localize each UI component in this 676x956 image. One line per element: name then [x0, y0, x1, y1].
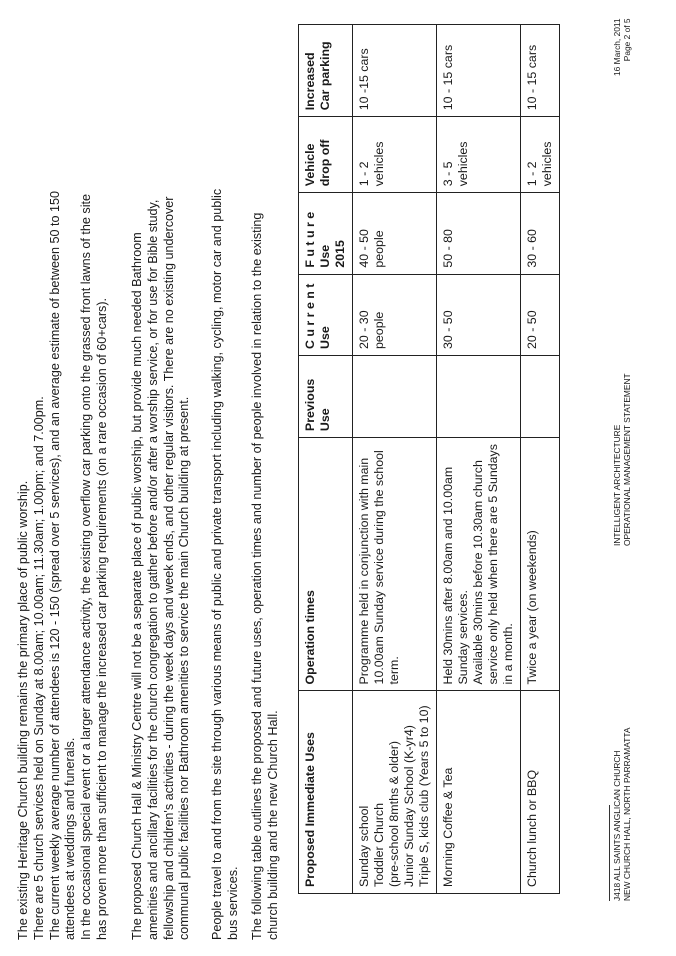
header-line: F u t u r e [303, 211, 317, 268]
header-vehicle-drop-off [299, 117, 353, 193]
paragraph-church-hall [130, 30, 193, 940]
cell-previous [521, 355, 560, 437]
footer-line: J418 ALL SAINTS ANGLICAN CHURCH [612, 750, 622, 901]
cell-dropoff [353, 117, 437, 193]
text-line: The existing Heritage Church building remains the primary place of public worship. [16, 480, 30, 940]
cell-line: in a month. [501, 623, 515, 685]
cell-line: (pre-school 8mths & older) [387, 741, 401, 887]
cell-use [437, 691, 521, 894]
cell-line: 30 - 50 [441, 310, 455, 349]
text-line: amenities and ancillary facilities for the church congregation to gather before and/or after a worship service, or for use for Bible study, [145, 199, 160, 940]
cell-future [437, 193, 521, 274]
text-line: church building and the new Church Hall. [265, 710, 280, 940]
text-line: The current weekly average number of attendees is 120 - 150 (spread over 5 services), and an average estimate of between 50 to 150 [47, 190, 62, 940]
footer-line: 16 March, 2011 [612, 18, 622, 76]
paragraph-worship [16, 30, 111, 940]
header-car-parking [299, 25, 353, 117]
text-line: The proposed Church Hall & Ministry Centre will not be a separate place of public worship, but provide much needed Bathroom [130, 232, 144, 940]
cell-line: Triple S, kids club (Years 5 to 10) [417, 705, 431, 887]
uses-table [298, 24, 560, 894]
text-line: attendees at weddings and funerals. [63, 737, 78, 940]
header-previous-use [299, 355, 353, 437]
table-row [353, 25, 437, 894]
cell-line: 10 - 15 cars [525, 44, 539, 111]
cell-times [521, 438, 560, 691]
cell-times [353, 438, 437, 691]
cell-line: Held 30mins after 8.00am and 10.00am [441, 466, 455, 685]
cell-line: 1 - 2 [357, 161, 371, 187]
text-line: In the occasional special event or a larger attendance activity, the existing overflow car parking onto the grassed front lawns of the site [79, 193, 94, 940]
cell-current [437, 274, 521, 355]
cell-line: Sunday school [357, 805, 371, 887]
table-row [521, 25, 560, 894]
header-line: Use [318, 244, 332, 268]
cell-line: Available 30mins before 10.30am church [471, 460, 485, 685]
cell-current [521, 274, 560, 355]
header-line: drop off [318, 139, 332, 187]
header-operation-times: Operation times [299, 438, 353, 691]
cell-line: 20 - 50 [525, 310, 539, 349]
cell-line: 40 - 50 [357, 229, 371, 268]
footer-line: Page 2 of 5 [622, 18, 632, 62]
table-header-row [299, 25, 353, 894]
cell-line: 1 - 2 [525, 161, 539, 187]
cell-previous [437, 355, 521, 437]
cell-dropoff [521, 117, 560, 193]
cell-line: 10 - 15 cars [441, 44, 455, 111]
cell-times [437, 438, 521, 691]
cell-use [353, 691, 437, 894]
text-line: There are 5 church services held on Sunday at 8.00am; 10.00am; 11.30am; 1.00pm; and 7.00pm. [31, 396, 46, 940]
cell-line: people [372, 311, 386, 349]
cell-current [353, 274, 437, 355]
footer-line: OPERATIONAL MANAGEMENT STATEMENT [622, 373, 632, 546]
header-current-use [299, 274, 353, 355]
cell-parking [521, 25, 560, 117]
cell-line: 50 - 80 [441, 229, 455, 268]
cell-line: Junior Sunday School (K-yr4) [402, 725, 416, 887]
cell-future [353, 193, 437, 274]
cell-previous [353, 355, 437, 437]
text-line: communal public facilities nor Bathroom amenities to service the main Church building at present. [177, 396, 192, 940]
cell-line: vehicles [456, 141, 470, 187]
header-line: Vehicle [303, 143, 317, 187]
header-line: Increased [303, 52, 317, 111]
footer-date-page [612, 18, 632, 76]
cell-use [521, 691, 560, 894]
text-line: bus services. [225, 866, 240, 940]
footer-line: INTELLIGENT ARCHITECTURE [612, 424, 622, 546]
header-line: Car parking [318, 41, 332, 111]
header-line: C u r r e n t [303, 283, 317, 349]
cell-parking [437, 25, 521, 117]
text-line: The following table outlines the proposed and future uses, operation times and number of people involved in relation to the existing [250, 212, 264, 940]
cell-line: vehicles [372, 141, 386, 187]
footer-author [612, 373, 632, 546]
cell-line: Twice a year (on weekends) [525, 530, 539, 685]
cell-line: term. [387, 656, 401, 685]
header-line: Use [318, 408, 332, 432]
cell-line: service only held when there are 5 Sundays [486, 444, 500, 685]
header-future-use [299, 193, 353, 274]
cell-line: 10.00am Sunday service during the school [372, 450, 386, 685]
cell-line: Morning Coffee & Tea [441, 767, 455, 887]
cell-line: people [372, 230, 386, 268]
text-line: fellowship and children's activities - during the week days and week ends, and other regular visitors. There are no existing undercover [161, 196, 176, 940]
cell-line: 20 - 30 [357, 310, 371, 349]
footer-divider [609, 805, 610, 901]
cell-parking [353, 25, 437, 117]
header-line: Previous [303, 378, 317, 432]
cell-line: Sunday services. [456, 590, 470, 685]
footer-line: NEW CHURCH HALL, NORTH PARRAMATTA [622, 727, 632, 901]
cell-future [521, 193, 560, 274]
cell-dropoff [437, 117, 521, 193]
paragraph-transport [210, 30, 242, 940]
cell-line: 30 - 60 [525, 229, 539, 268]
cell-line: Toddler Church [372, 802, 386, 887]
header-line: Use [318, 326, 332, 349]
text-line: has proven more than sufficient to manage the increased car parking requirements (on a rare occasion of 60+cars). [94, 297, 109, 940]
text-line: People travel to and from the site through various means of public and private transport including walking, cycling, motor car and public [210, 188, 224, 940]
header-proposed-uses: Proposed Immediate Uses [299, 691, 353, 894]
cell-line: 3 - 5 [441, 161, 455, 187]
header-line: 2015 [333, 240, 347, 268]
table-row [437, 25, 521, 894]
cell-line: vehicles [540, 141, 554, 187]
cell-line: 10 -15 cars [357, 48, 371, 111]
cell-line: Church lunch or BBQ [525, 769, 539, 887]
footer-project [612, 728, 632, 901]
paragraph-table-intro [250, 30, 282, 940]
cell-line: Programme held in conjunction with main [357, 457, 371, 685]
